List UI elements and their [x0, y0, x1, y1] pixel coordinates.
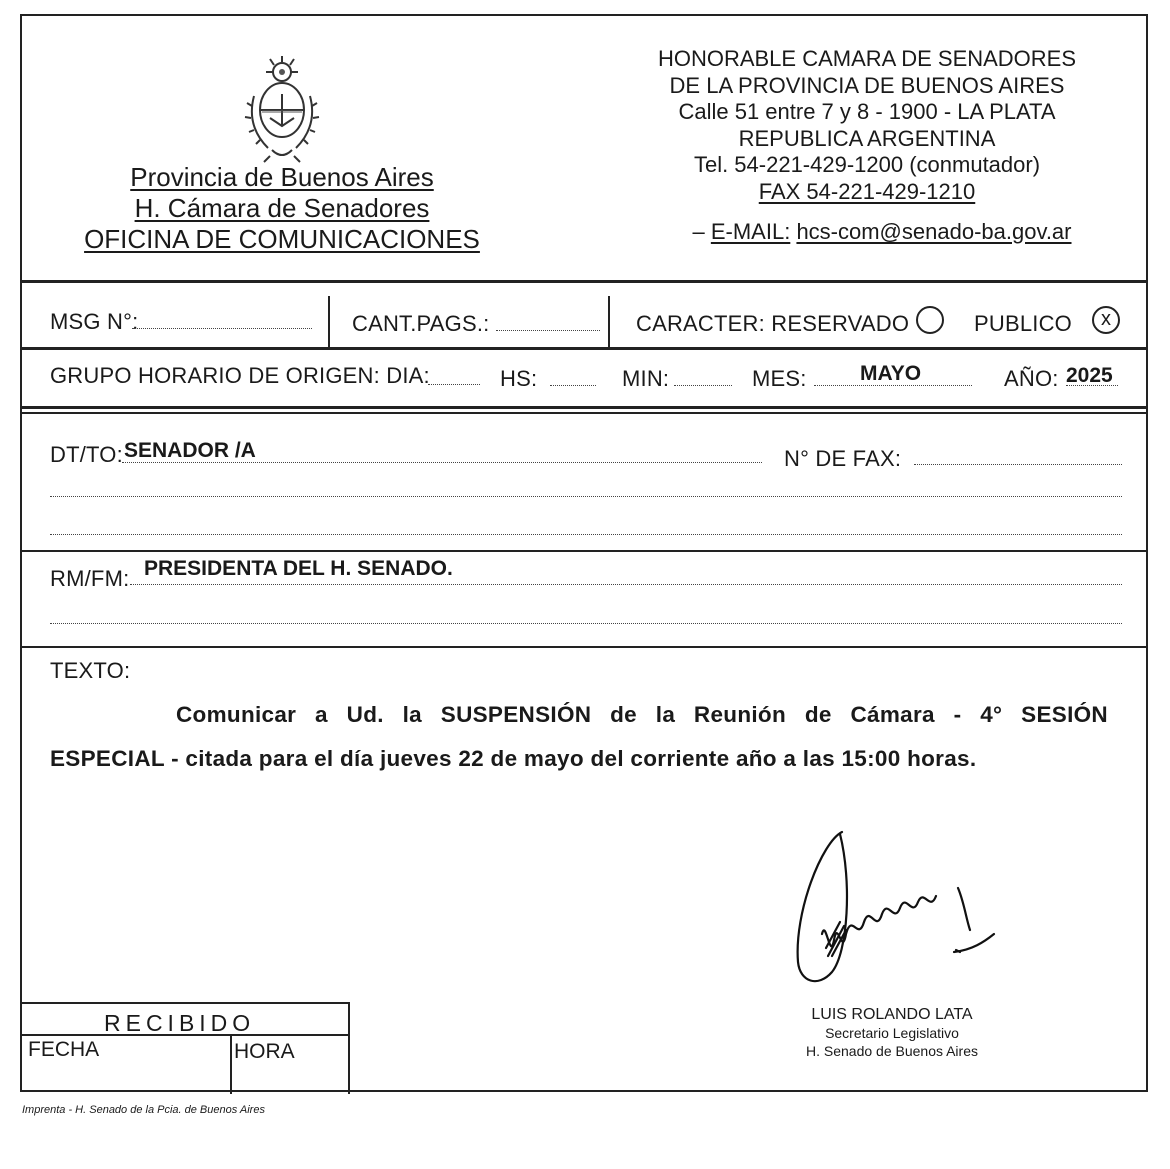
mes-label: MES: [752, 366, 807, 391]
divider [22, 646, 1146, 648]
message-line-2: ESPECIAL - citada para el día jueves 22 de mayo del corriente año a las 15:00 horas. [50, 746, 977, 771]
mes-value: MAYO [860, 362, 922, 385]
msg-number-label: MSG N°: [50, 309, 139, 334]
header-right-address: Calle 51 entre 7 y 8 - 1900 - LA PLATA [678, 99, 1056, 124]
caracter-reservado-label: CARACTER: RESERVADO [636, 311, 910, 336]
header-right [632, 46, 1102, 246]
min-field[interactable] [674, 385, 732, 386]
from-label: RM/FM: [50, 566, 130, 591]
divider [22, 347, 1146, 350]
header-right-phone: Tel. 54-221-429-1200 (conmutador) [693, 152, 1041, 177]
fax-number-label: N° DE FAX: [784, 446, 902, 471]
message-body [50, 693, 1108, 781]
header-right-fax: FAX 54-221-429-1210 [758, 178, 976, 204]
header-chamber: H. Cámara de Senadores [134, 193, 430, 223]
to-extra-line-1[interactable] [50, 496, 1122, 497]
from-extra-line[interactable] [50, 623, 1122, 624]
header-province: Provincia de Buenos Aires [130, 162, 434, 192]
header-right-line2: DE LA PROVINCIA DE BUENOS AIRES [669, 72, 1065, 98]
dia-field[interactable] [428, 384, 480, 385]
divider [608, 296, 610, 348]
signatory-name: LUIS ROLANDO LATA [811, 1006, 973, 1023]
coat-of-arms-seal [244, 56, 320, 166]
hs-field[interactable] [550, 385, 596, 386]
to-extra-line-2[interactable] [50, 534, 1122, 535]
handwritten-signature [782, 822, 1002, 992]
publico-checked-mark: x [1101, 308, 1111, 330]
anio-value: 2025 [1066, 364, 1113, 387]
divider [22, 412, 1146, 414]
header-right-email-row: – E-MAIL: hcs-com@senado-ba.gov.ar [692, 219, 1072, 244]
min-label: MIN: [622, 366, 670, 391]
divider [328, 296, 330, 348]
msg-number-field[interactable] [132, 328, 312, 329]
divider [22, 406, 1146, 409]
fax-form [20, 14, 1148, 1092]
pages-count-label: CANT.PAGS.: [352, 311, 490, 336]
header-left [82, 162, 482, 255]
publico-label: PUBLICO [974, 311, 1072, 336]
from-value: PRESIDENTA DEL H. SENADO. [144, 557, 453, 580]
recibido-box [22, 1002, 350, 1094]
signatory-title: Secretario Legislativo [825, 1025, 959, 1041]
hs-label: HS: [500, 366, 538, 391]
email-address[interactable]: hcs-com@senado-ba.gov.ar [796, 219, 1072, 244]
recibido-title: RECIBIDO [104, 1010, 256, 1036]
signature-block [772, 1006, 1012, 1060]
grupo-horario-label: GRUPO HORARIO DE ORIGEN: DIA: [50, 363, 430, 388]
to-label: DT/TO: [50, 442, 123, 467]
from-field[interactable] [130, 584, 1122, 585]
reservado-radio[interactable] [916, 306, 944, 334]
signatory-org: H. Senado de Buenos Aires [805, 1043, 978, 1059]
divider [230, 1034, 232, 1094]
fecha-label: FECHA [28, 1038, 100, 1061]
header-right-country: REPUBLICA ARGENTINA [738, 125, 996, 151]
publico-radio[interactable] [1092, 306, 1120, 334]
header-office: OFICINA DE COMUNICACIONES [84, 224, 480, 254]
divider [22, 280, 1146, 283]
texto-label: TEXTO: [50, 658, 131, 683]
email-label: E-MAIL: [710, 219, 791, 244]
divider [22, 550, 1146, 552]
to-value: SENADOR /A [124, 439, 256, 462]
divider [22, 1034, 348, 1036]
message-line-1: Comunicar a Ud. la SUSPENSIÓN de la Reunión de Cámara - 4° SESIÓN [176, 702, 1108, 727]
imprenta-footer: Imprenta - H. Senado de la Pcia. de Buenos Aires [22, 1104, 265, 1116]
hora-label: HORA [234, 1040, 295, 1063]
anio-label: AÑO: [1004, 366, 1059, 391]
pages-count-field[interactable] [496, 330, 600, 331]
fax-number-field[interactable] [914, 464, 1122, 465]
header-right-line1: HONORABLE CAMARA DE SENADORES [657, 46, 1077, 71]
